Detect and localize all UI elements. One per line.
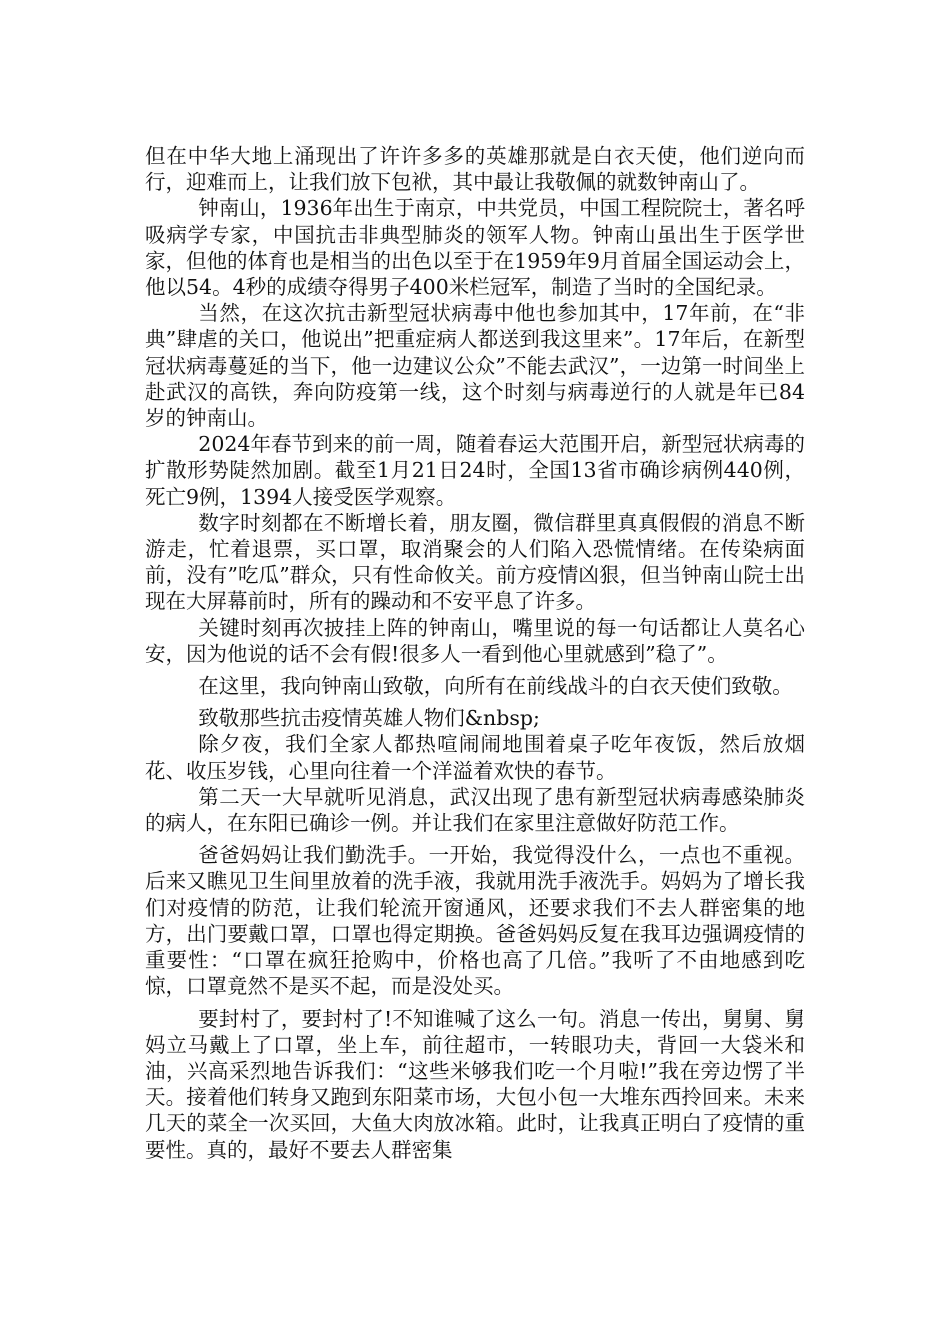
paragraph-9: 除夕夜，我们全家人都热喧闹闹地围着桌子吃年夜饭，然后放烟花、收压岁钱，心里向往着一个洋溢着欢快的春节。 (145, 732, 805, 783)
paragraph-5: 数字时刻都在不断增长着，朋友圈，微信群里真真假假的消息不断游走，忙着退票，买口罩，取消聚会的人们陷入恐慌情绪。在传染病面前，没有”吃瓜”群众，只有性命攸关。前方疫情凶狠，但当钟南山院士出现在大屏幕前时，所有的躁动和不安平息了许多。 (145, 510, 805, 614)
paragraph-1: 但在中华大地上涌现出了许许多多的英雄那就是白衣天使，他们逆向而行，迎难而上，让我们放下包袱，其中最让我敬佩的就数钟南山了。 (145, 144, 805, 195)
paragraph-11: 爸爸妈妈让我们勤洗手。一开始，我觉得没什么，一点也不重视。后来又瞧见卫生间里放着的洗手液，我就用洗手液洗手。妈妈为了增长我们对疫情的防范，让我们轮流开窗通风，还要求我们不去人群密集的地方，出门要戴口罩，口罩也得定期换。爸爸妈妈反复在我耳边强调疫情的重要性：“口罩在疯狂抢购中，价格也高了几倍。”我听了不由地感到吃惊，口罩竟然不是买不起，而是没处买。 (145, 843, 805, 999)
paragraph-2: 钟南山，1936年出生于南京，中共党员，中国工程院院士，著名呼吸病学专家，中国抗击非典型肺炎的领军人物。钟南山虽出生于医学世家，但他的体育也是相当的出色以至于在1959年9月首届全国运动会上，他以54。4秒的成绩夺得男子400米栏冠军，制造了当时的全国纪录。 (145, 196, 805, 300)
paragraph-3: 当然，在这次抗击新型冠状病毒中他也参加其中，17年前，在“非典”肆虐的关口，他说出”把重症病人都送到我这里来”。17年后，在新型冠状病毒蔓延的当下，他一边建议公众”不能去武汉”，一边第一时间坐上赴武汉的高铁，奔向防疫第一线，这个时刻与病毒逆行的人就是年已84岁的钟南山。 (145, 301, 805, 431)
paragraph-8: 致敬那些抗击疫情英雄人物们&nbsp; (198, 706, 540, 731)
paragraph-10: 第二天一大早就听见消息，武汉出现了患有新型冠状病毒感染肺炎的病人，在东阳已确诊一例。并让我们在家里注意做好防范工作。 (145, 784, 805, 836)
paragraph-6: 关键时刻再次披挂上阵的钟南山，嘴里说的每一句话都让人莫名心安，因为他说的话不会有假!很多人一看到他心里就感到”稳了”。 (145, 615, 805, 666)
paragraph-4: 2024年春节到来的前一周，随着春运大范围开启，新型冠状病毒的扩散形势陡然加剧。截至1月21日24时，全国13省市确诊病例440例，死亡9例，1394人接受医学观察。 (145, 432, 805, 509)
paragraph-7: 在这里，我向钟南山致敬，向所有在前线战斗的白衣天使们致敬。 (198, 674, 793, 699)
paragraph-12: 要封村了，要封村了!不知谁喊了这么一句。消息一传出，舅舅、舅妈立马戴上了口罩，坐上车，前往超市，一转眼功夫，背回一大袋米和油，兴高采烈地告诉我们：“这些米够我们吃一个月啦!”我在旁边愣了半天。接着他们转身又跑到东阳菜市场，大包小包一大堆东西拎回来。未来几天的菜全一次买回，大鱼大肉放冰箱。此时，让我真正明白了疫情的重要性。真的，最好不要去人群密集 (145, 1006, 805, 1162)
document-page (145, 143, 805, 1163)
